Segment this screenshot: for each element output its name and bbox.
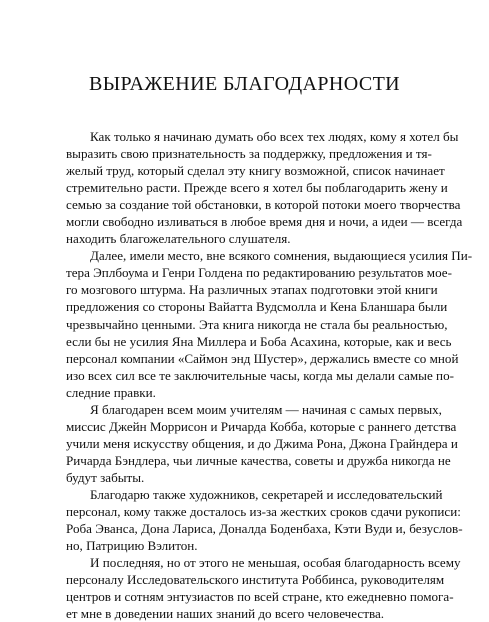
text-line: центров и сотням энтузиастов по всей стране, кто ежедневно помога- [66,589,454,605]
text-line: будут забыты. [66,469,145,485]
text-line: предложения со стороны Вайатта Вудсмолла и Кена Бланшара были [66,299,448,315]
paragraph-editors [66,247,473,400]
paragraph-institute [66,554,461,622]
text-line: го мозгового штурма. На различных этапах подготовки этой книги [66,282,438,298]
text-line: Я благодарен всем моим учителям — начиная с самых первых, [90,401,442,417]
text-line: персонал, кому также досталось из-за жестких сроков сдачи рукописи: [66,504,461,520]
text-line: ет мне в доведении наших знаний до всего человечества. [66,606,385,622]
text-line: если бы не усилия Яна Миллера и Боба Асахина, которые, как и весь [66,333,452,349]
text-line: но, Патрицию Вэлитон. [66,538,198,554]
text-line: миссис Джейн Моррисон и Ричарда Кобба, которые с раннего детства [66,418,457,434]
text-line: И последняя, но от этого не меньшая, особая благодарность всему [90,555,461,571]
text-line: Благодарю также художников, секретарей и исследовательский [90,486,443,502]
text-line: находить благожелательного слушателя. [66,231,291,247]
page-title: ВЫРАЖЕНИЕ БЛАГОДАРНОСТИ [88,73,401,95]
text-line: Ричарда Бэндлера, чьи личные качества, советы и дружба никогда не [66,452,451,468]
text-line: семью за создание той обстановки, в которой потоки моего творчества [66,197,461,213]
text-line: учили меня искусству общения, и до Джима Рона, Джона Грайндера и [66,435,458,451]
text-line: выразить свою признательность за поддержку, предложения и тя- [66,146,432,162]
text-line: чрезвычайно ценными. Эта книга никогда не стала бы реальностью, [66,316,448,332]
text-line: Далее, имели место, вне всякого сомнения, выдающиеся усилия Пи- [90,248,473,264]
text-line: изо всех сил все те заключительные часы, когда мы делали самые по- [66,367,454,383]
paragraph-teachers [66,401,458,486]
page-body [66,128,473,622]
text-line: Как только я начинаю думать обо всех тех людях, кому я хотел бы [90,129,459,144]
text-line: персонал компании «Саймон энд Шустер», держались вместе со мной [66,350,459,366]
text-line: стремительно расти. Прежде всего я хотел бы поблагодарить жену и [66,180,448,196]
text-line: следние правки. [66,384,156,400]
text-line: тера Эплбоума и Генри Голдена по редактированию результатов мое- [66,265,452,281]
text-line: могли свободно изливаться в любое время дня и ночи, а идеи — всегда [66,214,463,230]
text-line: желый труд, который сделал эту книгу возможной, список начинает [66,163,445,179]
paragraph-family [66,128,463,247]
paragraph-staff [66,486,463,554]
text-line: персоналу Исследовательского института Роббинса, руководителям [66,572,445,588]
text-line: Роба Эванса, Дона Лариса, Доналда Боденбаха, Кэти Вуди и, безуслов- [66,521,463,537]
